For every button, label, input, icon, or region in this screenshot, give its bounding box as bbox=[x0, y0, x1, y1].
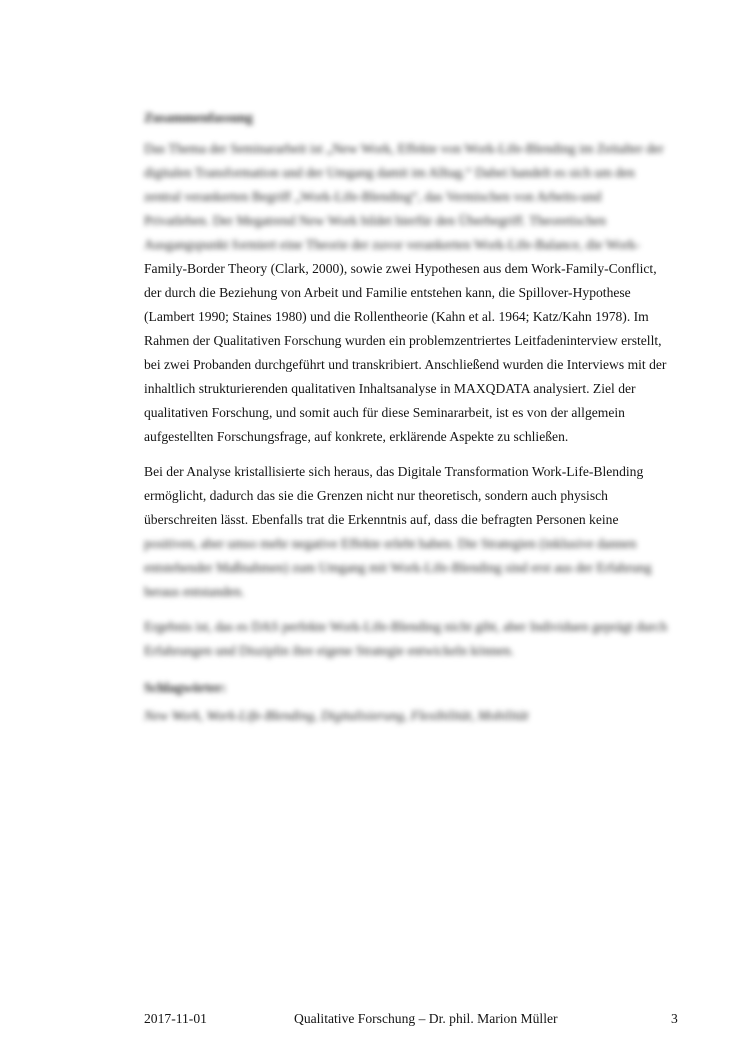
result-line: Erfahrungen und Disziplin ihre eigene Strategie entwickeln können. bbox=[144, 643, 514, 658]
summary-line: Rahmen der Qualitativen Forschung wurden ein problemzentriertes Leitfadeninterview erstellt, bbox=[144, 333, 662, 348]
analysis-line: überschreiten lässt. Ebenfalls trat die Erkenntnis auf, dass die befragten Personen keine bbox=[144, 512, 619, 527]
analysis-line: Bei der Analyse kristallisierte sich heraus, das Digitale Transformation Work-Life-Blending bbox=[144, 464, 644, 479]
footer-page-number: 3 bbox=[671, 1011, 678, 1026]
summary-line: (Lambert 1990; Staines 1980) und die Rollentheorie (Kahn et al. 1964; Katz/Kahn 1978). Im bbox=[144, 309, 649, 324]
summary-heading: Zusammenfassung bbox=[144, 110, 253, 125]
summary-line: aufgestellten Forschungsfrage, auf konkrete, erklärende Aspekte zu schließen. bbox=[144, 429, 569, 444]
analysis-line: ermöglicht, dadurch das sie die Grenzen nicht nur theoretisch, sondern auch physisch bbox=[144, 488, 608, 503]
analysis-line: positiven, aber umso mehr negative Effekte erlebt haben. Die Strategien (inklusive dannen bbox=[144, 536, 637, 551]
summary-line: digitalen Transformation und der Umgang damit im Alltag.“ Dabei handelt es sich um den bbox=[144, 165, 635, 180]
footer-date: 2017-11-01 bbox=[144, 1011, 207, 1026]
summary-line: zentral verankerten Begriff „Work-Life-Blending“, das Vermischen von Arbeits-und bbox=[144, 189, 602, 204]
summary-line: Das Thema der Seminararbeit ist „New Work, Effekte von Work-Life-Blending im Zeitalter der bbox=[144, 141, 664, 156]
keywords-heading: Schlagwörter: bbox=[144, 680, 227, 695]
keywords-text: New Work, Work-Life-Blending, Digitalisierung, Flexibilität, Mobilität bbox=[144, 708, 529, 723]
summary-line: der durch die Beziehung von Arbeit und Familie entstehen kann, die Spillover-Hypothese bbox=[144, 285, 631, 300]
analysis-line: entstehender Maßnahmen) zum Umgang mit Work-Life-Blending sind erst aus der Erfahrung bbox=[144, 560, 652, 575]
summary-line: Family-Border Theory (Clark, 2000), sowie zwei Hypothesen aus dem Work-Family-Conflict, bbox=[144, 261, 657, 276]
result-line: Ergebnis ist, das es DAS perfekte Work-Life-Blending nicht gibt, aber Individuen geprägt durch bbox=[144, 619, 668, 634]
summary-line: Privatleben. Der Megatrend New Work bildet hierfür den Überbegriff. Theoretischen bbox=[144, 213, 607, 228]
summary-line: Ausgangspunkt formiert eine Theorie der zuvor verankerten Work-Life-Balance, die Work- bbox=[144, 237, 641, 252]
summary-line: inhaltlich strukturierenden qualitativen Inhaltsanalyse in MAXQDATA analysiert. Ziel der bbox=[144, 381, 636, 396]
footer-title: Qualitative Forschung – Dr. phil. Marion Müller bbox=[294, 1011, 558, 1026]
summary-line: bei zwei Probanden durchgeführt und transkribiert. Anschließend wurden die Interviews mit der bbox=[144, 357, 667, 372]
analysis-line: heraus entstanden. bbox=[144, 584, 245, 599]
summary-line: qualitativen Forschung, und somit auch für diese Seminararbeit, ist es von der allgemein bbox=[144, 405, 625, 420]
